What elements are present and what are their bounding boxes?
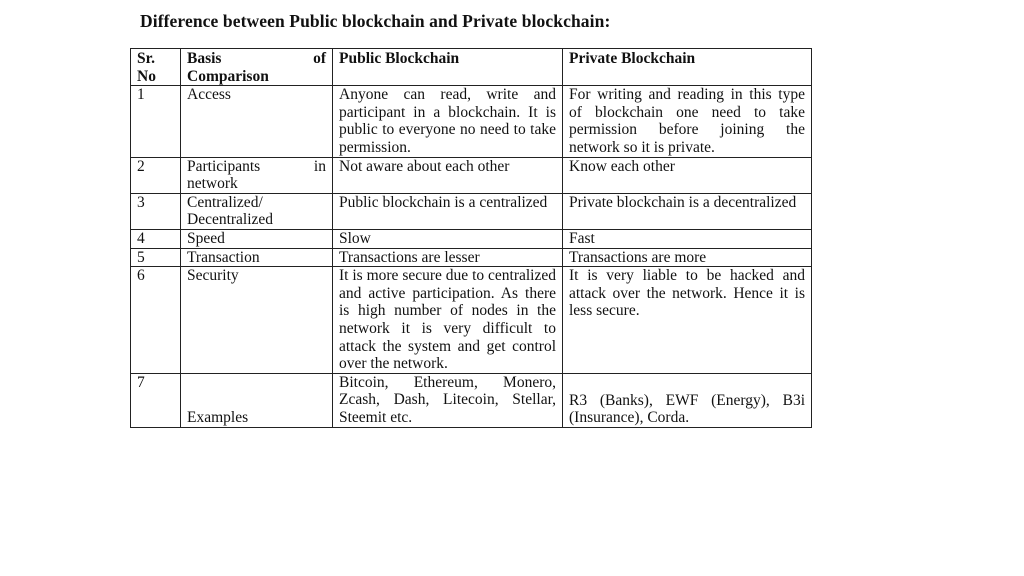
header-basis-word1: Basis bbox=[187, 50, 222, 67]
cell-public: Anyone can read, write and participant in a blockchain. It is public to everyone no need to take permission. bbox=[333, 86, 563, 157]
cell-basis: Participants in network bbox=[181, 157, 333, 193]
table-header-row bbox=[131, 49, 812, 86]
cell-basis: Speed bbox=[181, 229, 333, 248]
table-row bbox=[131, 193, 812, 229]
cell-private: R3 (Banks), EWF (Energy), B3i (Insurance), Corda. bbox=[563, 373, 812, 427]
cell-sr: 5 bbox=[131, 248, 181, 267]
cell-basis: Security bbox=[181, 267, 333, 374]
table-row bbox=[131, 373, 812, 427]
cell-private: Fast bbox=[563, 229, 812, 248]
cell-basis: Access bbox=[181, 86, 333, 157]
comparison-table bbox=[130, 48, 812, 428]
cell-private: It is very liable to be hacked and attack over the network. Hence it is less secure. bbox=[563, 267, 812, 374]
cell-sr: 7 bbox=[131, 373, 181, 427]
table-row bbox=[131, 248, 812, 267]
cell-public: Not aware about each other bbox=[333, 157, 563, 193]
table-row bbox=[131, 86, 812, 157]
cell-private: Private blockchain is a decentralized bbox=[563, 193, 812, 229]
page-title: Difference between Public blockchain and Private blockchain: bbox=[140, 11, 611, 31]
cell-public: Bitcoin, Ethereum, Monero, Zcash, Dash, Litecoin, Stellar, Steemit etc. bbox=[333, 373, 563, 427]
cell-public: It is more secure due to centralized and active participation. As there is high number of nodes in the network it is very difficult to attack the system and get control over the network. bbox=[333, 267, 563, 374]
header-basis bbox=[181, 49, 333, 86]
cell-basis: Examples bbox=[181, 373, 333, 427]
header-sr-line1: Sr. bbox=[137, 50, 155, 67]
cell-public: Transactions are lesser bbox=[333, 248, 563, 267]
cell-sr: 2 bbox=[131, 157, 181, 193]
cell-sr: 1 bbox=[131, 86, 181, 157]
header-private: Private Blockchain bbox=[563, 49, 812, 86]
cell-private: Know each other bbox=[563, 157, 812, 193]
cell-basis: Centralized/ Decentralized bbox=[181, 193, 333, 229]
cell-private: Transactions are more bbox=[563, 248, 812, 267]
header-basis-word2: of bbox=[313, 50, 326, 67]
cell-basis: Transaction bbox=[181, 248, 333, 267]
table-row bbox=[131, 157, 812, 193]
cell-sr: 3 bbox=[131, 193, 181, 229]
cell-private: For writing and reading in this type of blockchain one need to take permission before joining the network so it is private. bbox=[563, 86, 812, 157]
header-sr-no bbox=[131, 49, 181, 86]
cell-sr: 4 bbox=[131, 229, 181, 248]
cell-sr: 6 bbox=[131, 267, 181, 374]
table-row bbox=[131, 229, 812, 248]
header-sr-line2: No bbox=[137, 67, 156, 85]
table-row bbox=[131, 267, 812, 374]
header-public: Public Blockchain bbox=[333, 49, 563, 86]
header-basis-line2: Comparison bbox=[187, 67, 269, 85]
cell-public: Public blockchain is a centralized bbox=[333, 193, 563, 229]
cell-public: Slow bbox=[333, 229, 563, 248]
